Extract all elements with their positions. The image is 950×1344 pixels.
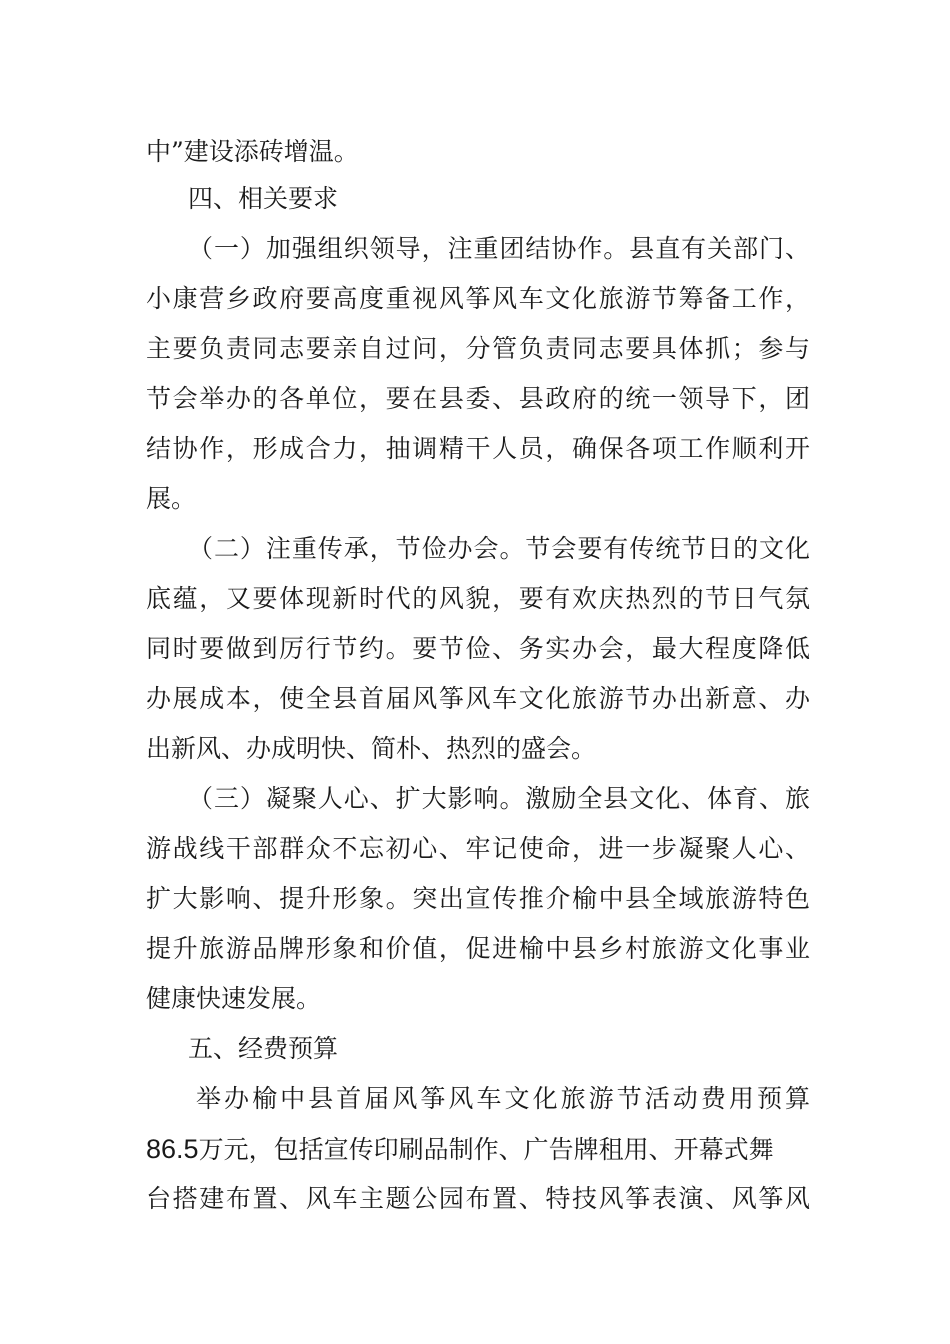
text-line-6: 节会举办的各单位，要在县委、县政府的统一领导下，团 [146, 384, 810, 413]
text-line-14: （三）凝聚人心、扩大影响。激励全县文化、体育、旅 [188, 784, 810, 813]
text-line-17: 提升旅游品牌形象和价值，促进榆中县乡村旅游文化事业 [146, 934, 810, 963]
text-line-15: 游战线干部群众不忘初心、牢记使命，进一步凝聚人心、 [146, 834, 810, 863]
text-line-1: 中”建设添砖增温。 [146, 137, 359, 166]
text-line-13: 出新风、办成明快、简朴、热烈的盛会。 [146, 734, 597, 763]
text-line-8: 展。 [146, 484, 197, 513]
text-line-3: （一）加强组织领导，注重团结协作。县直有关部门、 [188, 234, 810, 263]
text-line-20: 举办榆中县首届风筝风车文化旅游节活动费用预算 [196, 1084, 810, 1113]
section-heading-budget: 五、经费预算 [188, 1034, 339, 1063]
text-line-11: 同时要做到厉行节约。要节俭、务实办会，最大程度降低 [146, 634, 810, 663]
text-line-22: 台搭建布置、风车主题公园布置、特技风筝表演、风筝风 [146, 1184, 810, 1213]
text-line-12: 办展成本，使全县首届风筝风车文化旅游节办出新意、办 [146, 684, 810, 713]
budget-amount: 86.5 [146, 1134, 199, 1164]
text-line-16: 扩大影响、提升形象。突出宣传推介榆中县全域旅游特色 [146, 884, 810, 913]
text-line-10: 底蕴，又要体现新时代的风貌，要有欢庆热烈的节日气氛 [146, 584, 810, 613]
text-line-4: 小康营乡政府要高度重视风筝风车文化旅游节筹备工作， [146, 284, 810, 313]
text-line-18: 健康快速发展。 [146, 984, 322, 1013]
text-line-5: 主要负责同志要亲自过问，分管负责同志要具体抓；参与 [146, 334, 810, 363]
section-heading-requirements: 四、相关要求 [188, 184, 339, 213]
budget-line-text: 万元，包括宣传印刷品制作、广告牌租用、开幕式舞 [198, 1135, 774, 1164]
text-line-9: （二）注重传承，节俭办会。节会要有传统节日的文化 [188, 534, 810, 563]
text-line-7: 结协作，形成合力，抽调精干人员，确保各项工作顺利开 [146, 434, 810, 463]
budget-line [146, 1131, 810, 1168]
